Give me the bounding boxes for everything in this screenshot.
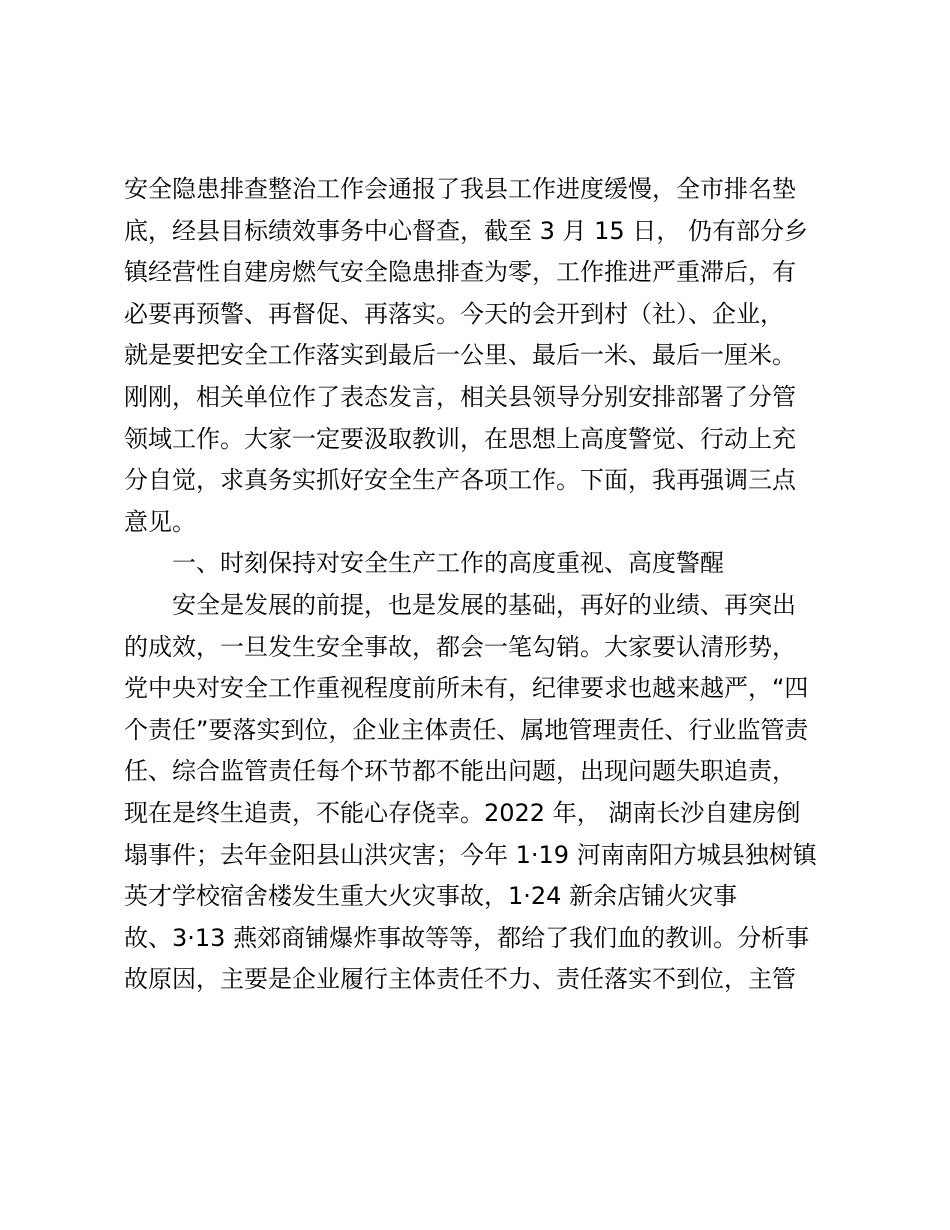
text-line: 现在是终生追责，不能心存侥幸。2022 年， 湖南长沙自建房倒 xyxy=(124,798,801,827)
text-line: 领域工作。大家一定要汲取教训，在思想上高度警觉、行动上充 xyxy=(124,424,796,453)
text-line: 必要再预警、再督促、再落实。今天的会开到村（社）、企业， xyxy=(124,299,784,328)
text-line: 任、综合监管责任每个环节都不能出问题，出现问题失职追责， xyxy=(124,757,796,786)
paragraph-start: 安全是发展的前提，也是发展的基础，再好的业绩、再突出 xyxy=(172,590,796,619)
text-line: 故、3·13 燕郊商铺爆炸事故等等，都给了我们血的教训。分析事 xyxy=(124,923,810,952)
text-line: 刚刚，相关单位作了表态发言，相关县领导分别安排部署了分管 xyxy=(124,382,796,411)
text-line: 个责任”要落实到位，企业主体责任、属地管理责任、行业监管责 xyxy=(124,715,809,744)
body-text xyxy=(124,169,840,1001)
text-line: 安全隐患排查整治工作会通报了我县工作进度缓慢，全市排名垫 xyxy=(124,175,796,203)
text-line: 的成效，一旦发生安全事故，都会一笔勾销。大家要认清形势， xyxy=(124,632,796,661)
text-line: 底，经县目标绩效事务中心督查，截至 3 月 15 日， 仍有部分乡 xyxy=(124,216,808,245)
text-line: 党中央对安全工作重视程度前所未有，纪律要求也越来越严，“四 xyxy=(124,674,809,703)
section-heading: 一、时刻保持对安全生产工作的高度重视、高度警醒 xyxy=(172,549,724,578)
text-line: 分自觉，求真务实抓好安全生产各项工作。下面，我再强调三点 xyxy=(124,466,796,495)
text-line: 就是要把安全工作落实到最后一公里、最后一米、最后一厘米。 xyxy=(124,341,796,370)
text-line: 故原因，主要是企业履行主体责任不力、责任落实不到位，主管 xyxy=(124,965,796,994)
text-line: 意见。 xyxy=(124,507,196,536)
text-line: 英才学校宿舍楼发生重大火灾事故，1·24 新余店铺火灾事 xyxy=(124,882,738,911)
text-line: 镇经营性自建房燃气安全隐患排查为零，工作推进严重滞后，有 xyxy=(124,258,796,287)
text-line: 塌事件；去年金阳县山洪灾害；今年 1·19 河南南阳方城县独树镇 xyxy=(124,840,817,869)
